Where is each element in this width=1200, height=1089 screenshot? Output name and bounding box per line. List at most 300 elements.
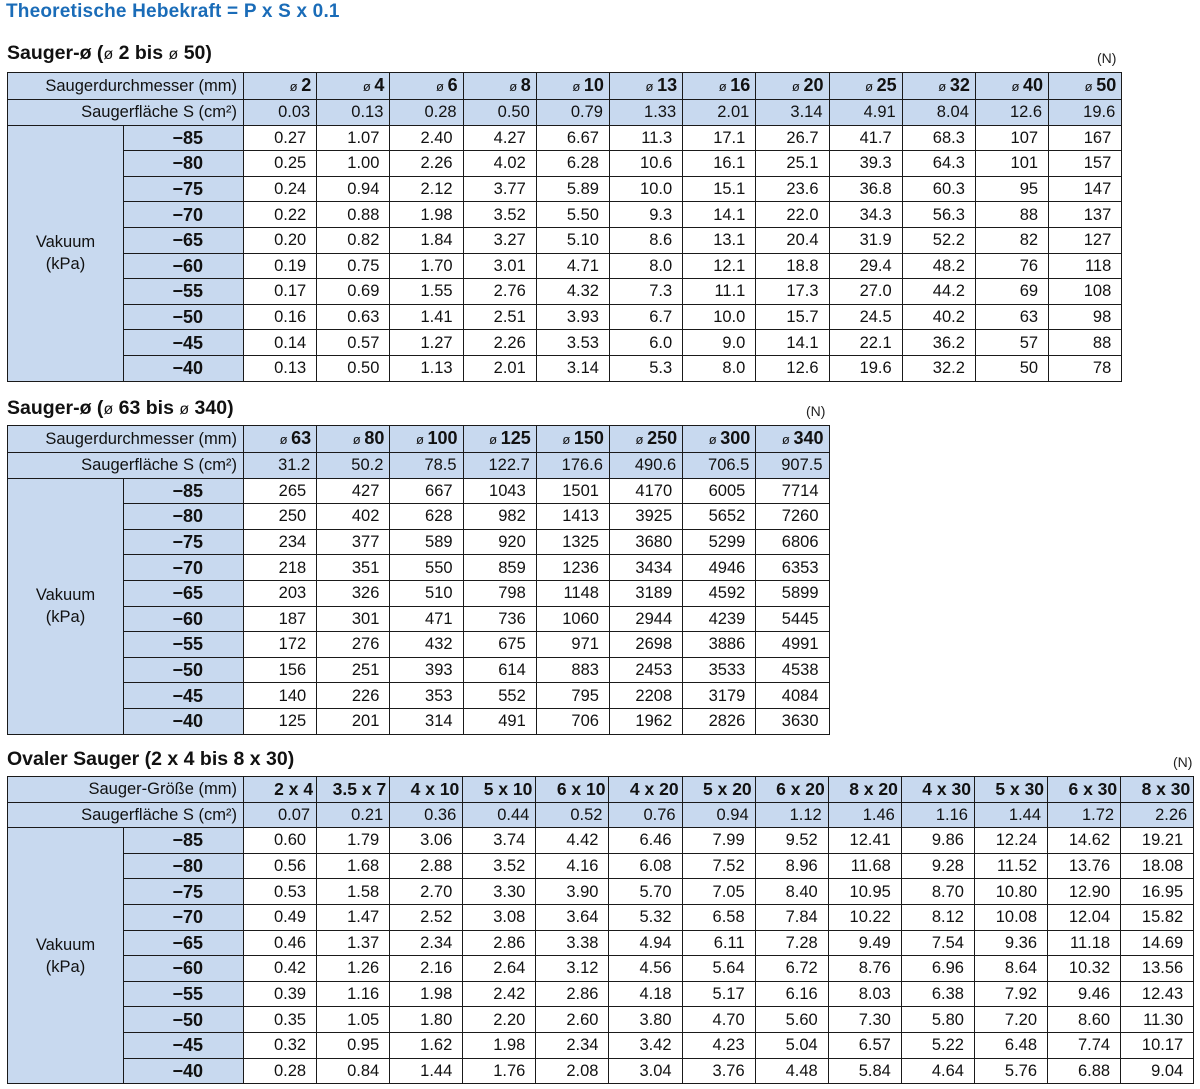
value-cell: 5.22 <box>901 1032 974 1058</box>
value-cell: 12.24 <box>974 828 1047 854</box>
value-cell: 2.08 <box>536 1058 609 1084</box>
pressure-cell: −40 <box>124 355 244 381</box>
pressure-cell: −80 <box>124 151 244 177</box>
value-cell: 11.30 <box>1121 1007 1194 1033</box>
value-cell: 8.70 <box>901 879 974 905</box>
value-cell: 1.79 <box>317 828 390 854</box>
value-cell: 9.46 <box>1048 981 1121 1007</box>
value-cell: 1.62 <box>390 1032 463 1058</box>
pressure-cell: −40 <box>124 708 244 734</box>
value-cell: 6.96 <box>901 956 974 982</box>
value-cell: 552 <box>463 683 536 709</box>
value-cell: 15.7 <box>756 304 829 330</box>
value-cell: 14.1 <box>683 202 756 228</box>
value-cell: 4084 <box>756 683 829 709</box>
value-cell: 11.52 <box>974 853 1047 879</box>
value-cell: 1501 <box>536 478 609 504</box>
unit-label: (N) <box>1097 50 1117 66</box>
table-row <box>8 304 1122 330</box>
size-header-row <box>8 777 1194 803</box>
value-cell: 314 <box>390 708 463 734</box>
value-cell: 326 <box>317 580 390 606</box>
pressure-cell: −80 <box>124 504 244 530</box>
size-number: 40 <box>1023 75 1044 95</box>
value-cell: 32.2 <box>902 355 975 381</box>
area-label: Saugerfläche S (cm²) <box>8 100 244 126</box>
value-cell: 127 <box>1049 227 1122 253</box>
value-cell: 24.5 <box>829 304 902 330</box>
size-number: 8 <box>520 75 531 95</box>
value-cell: 22.0 <box>756 202 829 228</box>
value-cell: 3.14 <box>536 355 609 381</box>
diameter-symbol: ø <box>436 79 444 94</box>
table-row <box>8 956 1194 982</box>
value-cell: 5.17 <box>682 981 755 1007</box>
value-cell: 883 <box>536 657 609 683</box>
value-cell: 40.2 <box>902 304 975 330</box>
value-cell: 3.53 <box>536 330 609 356</box>
table-row <box>8 125 1122 151</box>
value-cell: 98 <box>1049 304 1122 330</box>
diameter-symbol: ø <box>352 432 361 447</box>
diameter-symbol: ø <box>415 432 424 447</box>
value-cell: 736 <box>463 606 536 632</box>
value-cell: 5.70 <box>609 879 682 905</box>
size-number: 80 <box>364 428 385 448</box>
value-cell: 118 <box>1049 253 1122 279</box>
value-cell: 1148 <box>536 580 609 606</box>
pressure-cell: −75 <box>124 529 244 555</box>
diameter-symbol: ø <box>489 432 498 447</box>
table-row <box>8 555 830 581</box>
value-cell: 10.0 <box>609 176 682 202</box>
diameter-symbol: ø <box>103 401 114 418</box>
table-row <box>8 580 830 606</box>
value-cell: 4991 <box>756 632 829 658</box>
value-cell: 52.2 <box>902 227 975 253</box>
section-title-round-large <box>7 397 234 420</box>
table-row <box>8 708 830 734</box>
value-cell: 510 <box>390 580 463 606</box>
value-cell: 10.17 <box>1121 1032 1194 1058</box>
value-cell: 14.1 <box>756 330 829 356</box>
value-cell: 0.32 <box>244 1032 317 1058</box>
value-cell: 23.6 <box>756 176 829 202</box>
title-mid: 63 bis <box>113 397 180 419</box>
value-cell: 3.42 <box>609 1032 682 1058</box>
value-cell: 6.67 <box>536 125 609 151</box>
size-header-cell <box>902 73 975 100</box>
size-number: 16 <box>730 75 751 95</box>
value-cell: 19.6 <box>829 355 902 381</box>
value-cell: 6.88 <box>1048 1058 1121 1084</box>
value-cell: 0.53 <box>244 879 317 905</box>
value-cell: 3.06 <box>390 828 463 854</box>
value-cell: 50 <box>975 355 1048 381</box>
area-cell: 122.7 <box>463 453 536 479</box>
value-cell: 3434 <box>609 555 682 581</box>
value-cell: 68.3 <box>902 125 975 151</box>
value-cell: 550 <box>390 555 463 581</box>
value-cell: 125 <box>244 708 317 734</box>
value-cell: 4.23 <box>682 1032 755 1058</box>
value-cell: 0.46 <box>244 930 317 956</box>
value-cell: 859 <box>463 555 536 581</box>
value-cell: 56.3 <box>902 202 975 228</box>
area-cell: 1.44 <box>974 802 1047 828</box>
value-cell: 10.6 <box>609 151 682 177</box>
vacuum-unit: (kPa) <box>45 255 86 274</box>
size-header-cell <box>609 426 682 453</box>
size-number: 150 <box>573 428 604 448</box>
pressure-cell: −45 <box>124 683 244 709</box>
value-cell: 9.36 <box>974 930 1047 956</box>
value-cell: 2.60 <box>536 1007 609 1033</box>
pressure-cell: −50 <box>124 304 244 330</box>
value-cell: 5.10 <box>536 227 609 253</box>
value-cell: 218 <box>244 555 317 581</box>
area-row <box>8 100 1122 126</box>
size-header-cell <box>536 73 609 100</box>
value-cell: 7.92 <box>974 981 1047 1007</box>
value-cell: 276 <box>317 632 390 658</box>
value-cell: 5.84 <box>828 1058 901 1084</box>
value-cell: 377 <box>317 529 390 555</box>
value-cell: 2.86 <box>536 981 609 1007</box>
section-title-oval: Ovaler Sauger (2 x 4 bis 8 x 30) <box>7 748 295 770</box>
value-cell: 3189 <box>609 580 682 606</box>
area-label: Saugerfläche S (cm²) <box>8 802 244 828</box>
value-cell: 3.52 <box>463 853 536 879</box>
value-cell: 7.74 <box>1048 1032 1121 1058</box>
value-cell: 0.25 <box>244 151 317 177</box>
size-number: 100 <box>427 428 458 448</box>
value-cell: 2.26 <box>390 151 463 177</box>
pressure-cell: −85 <box>124 478 244 504</box>
value-cell: 3.76 <box>682 1058 755 1084</box>
value-cell: 41.7 <box>829 125 902 151</box>
vacuum-label: Vakuum <box>35 935 96 954</box>
table-row <box>8 632 830 658</box>
table-row <box>8 1058 1194 1084</box>
pressure-cell: −45 <box>124 330 244 356</box>
table-round-large <box>7 425 830 735</box>
value-cell: 0.63 <box>317 304 390 330</box>
diameter-symbol: ø <box>289 79 298 94</box>
value-cell: 5.50 <box>536 202 609 228</box>
value-cell: 4239 <box>683 606 756 632</box>
value-cell: 8.40 <box>755 879 828 905</box>
value-cell: 13.56 <box>1121 956 1194 982</box>
value-cell: 3.52 <box>463 202 536 228</box>
table-row <box>8 279 1122 305</box>
pressure-cell: −50 <box>124 1007 244 1033</box>
area-cell: 0.76 <box>609 802 682 828</box>
size-header-cell: 6 x 20 <box>755 777 828 803</box>
value-cell: 16.95 <box>1121 879 1194 905</box>
value-cell: 1.16 <box>317 981 390 1007</box>
size-number: 300 <box>720 428 751 448</box>
value-cell: 3886 <box>683 632 756 658</box>
diameter-symbol: ø <box>718 79 727 94</box>
diameter-symbol: ø <box>103 46 114 63</box>
diameter-symbol: ø <box>791 79 800 94</box>
size-header-cell <box>1049 73 1122 100</box>
value-cell: 2208 <box>609 683 682 709</box>
value-cell: 9.52 <box>755 828 828 854</box>
pressure-cell: −75 <box>124 176 244 202</box>
size-header-cell <box>244 426 317 453</box>
value-cell: 1962 <box>609 708 682 734</box>
value-cell: 1325 <box>536 529 609 555</box>
value-cell: 11.68 <box>828 853 901 879</box>
value-cell: 2.76 <box>463 279 536 305</box>
value-cell: 0.88 <box>317 202 390 228</box>
value-cell: 0.35 <box>244 1007 317 1033</box>
value-cell: 12.1 <box>683 253 756 279</box>
area-cell: 0.36 <box>390 802 463 828</box>
value-cell: 157 <box>1049 151 1122 177</box>
value-cell: 13.1 <box>683 227 756 253</box>
value-cell: 9.0 <box>683 330 756 356</box>
table-row <box>8 355 1122 381</box>
value-cell: 0.56 <box>244 853 317 879</box>
diameter-symbol: ø <box>362 79 371 94</box>
value-cell: 6.0 <box>609 330 682 356</box>
value-cell: 31.9 <box>829 227 902 253</box>
value-cell: 353 <box>390 683 463 709</box>
page-title: Theoretische Hebekraft = P x S x 0.1 <box>6 1 340 22</box>
value-cell: 471 <box>390 606 463 632</box>
value-cell: 3.12 <box>536 956 609 982</box>
value-cell: 8.96 <box>755 853 828 879</box>
value-cell: 9.49 <box>828 930 901 956</box>
value-cell: 0.16 <box>244 304 317 330</box>
value-cell: 0.60 <box>244 828 317 854</box>
value-cell: 706 <box>536 708 609 734</box>
area-cell: 4.91 <box>829 100 902 126</box>
size-header-cell: 8 x 30 <box>1121 777 1194 803</box>
pressure-cell: −55 <box>124 632 244 658</box>
value-cell: 137 <box>1049 202 1122 228</box>
pressure-cell: −55 <box>124 981 244 1007</box>
value-cell: 17.1 <box>683 125 756 151</box>
table-row <box>8 529 830 555</box>
vacuum-unit: (kPa) <box>45 608 86 627</box>
size-label: Saugerdurchmesser (mm) <box>8 426 244 453</box>
value-cell: 4.32 <box>536 279 609 305</box>
value-cell: 8.60 <box>1048 1007 1121 1033</box>
area-cell: 0.44 <box>463 802 536 828</box>
value-cell: 0.28 <box>244 1058 317 1084</box>
section-title-round-small <box>7 42 212 65</box>
value-cell: 1.68 <box>317 853 390 879</box>
value-cell: 0.69 <box>317 279 390 305</box>
area-cell: 2.26 <box>1121 802 1194 828</box>
table-row <box>8 330 1122 356</box>
size-header-cell <box>317 426 390 453</box>
value-cell: 1.05 <box>317 1007 390 1033</box>
value-cell: 6.38 <box>901 981 974 1007</box>
diameter-symbol: ø <box>509 79 518 94</box>
table-oval <box>7 776 1194 1084</box>
area-cell: 907.5 <box>756 453 829 479</box>
value-cell: 1.47 <box>317 904 390 930</box>
value-cell: 187 <box>244 606 317 632</box>
title-suffix: 340) <box>189 397 234 419</box>
value-cell: 76 <box>975 253 1048 279</box>
value-cell: 3.08 <box>463 904 536 930</box>
value-cell: 0.84 <box>317 1058 390 1084</box>
pressure-cell: −65 <box>124 580 244 606</box>
value-cell: 18.08 <box>1121 853 1194 879</box>
size-header-cell: 6 x 30 <box>1048 777 1121 803</box>
value-cell: 5652 <box>683 504 756 530</box>
value-cell: 6.28 <box>536 151 609 177</box>
value-cell: 3.27 <box>463 227 536 253</box>
value-cell: 8.6 <box>609 227 682 253</box>
size-header-cell: 5 x 20 <box>682 777 755 803</box>
value-cell: 1.26 <box>317 956 390 982</box>
value-cell: 88 <box>1049 330 1122 356</box>
size-number: 2 <box>301 75 312 95</box>
value-cell: 10.95 <box>828 879 901 905</box>
table-round-small <box>7 72 1122 382</box>
table-row <box>8 176 1122 202</box>
pressure-cell: −70 <box>124 555 244 581</box>
area-cell: 0.21 <box>317 802 390 828</box>
value-cell: 36.2 <box>902 330 975 356</box>
diameter-symbol: ø <box>1084 79 1093 94</box>
vacuum-label: Vakuum <box>35 586 96 605</box>
value-cell: 0.17 <box>244 279 317 305</box>
value-cell: 11.3 <box>609 125 682 151</box>
size-number: 10 <box>583 75 604 95</box>
value-cell: 12.41 <box>828 828 901 854</box>
value-cell: 1.27 <box>390 330 463 356</box>
diameter-symbol: ø <box>1011 79 1020 94</box>
value-cell: 6.46 <box>609 828 682 854</box>
value-cell: 1.98 <box>390 981 463 1007</box>
value-cell: 2.16 <box>390 956 463 982</box>
pressure-cell: −60 <box>124 606 244 632</box>
title-prefix: Sauger-ø ( <box>7 397 104 419</box>
value-cell: 265 <box>244 478 317 504</box>
pressure-cell: −60 <box>124 956 244 982</box>
value-cell: 5.32 <box>609 904 682 930</box>
value-cell: 4.42 <box>536 828 609 854</box>
value-cell: 1.00 <box>317 151 390 177</box>
size-number: 63 <box>291 428 312 448</box>
value-cell: 107 <box>975 125 1048 151</box>
pressure-cell: −75 <box>124 879 244 905</box>
value-cell: 6353 <box>756 555 829 581</box>
value-cell: 7714 <box>756 478 829 504</box>
value-cell: 250 <box>244 504 317 530</box>
value-cell: 1.55 <box>390 279 463 305</box>
value-cell: 0.24 <box>244 176 317 202</box>
value-cell: 69 <box>975 279 1048 305</box>
table-row <box>8 606 830 632</box>
value-cell: 19.21 <box>1121 828 1194 854</box>
value-cell: 57 <box>975 330 1048 356</box>
size-number: 340 <box>793 428 824 448</box>
value-cell: 3680 <box>609 529 682 555</box>
value-cell: 226 <box>317 683 390 709</box>
vacuum-label-cell <box>8 478 124 734</box>
size-number: 20 <box>803 75 824 95</box>
pressure-cell: −70 <box>124 202 244 228</box>
value-cell: 5.60 <box>755 1007 828 1033</box>
table-row <box>8 1007 1194 1033</box>
value-cell: 5.04 <box>755 1032 828 1058</box>
value-cell: 3.04 <box>609 1058 682 1084</box>
value-cell: 14.62 <box>1048 828 1121 854</box>
table-row <box>8 904 1194 930</box>
value-cell: 798 <box>463 580 536 606</box>
value-cell: 7.54 <box>901 930 974 956</box>
pressure-cell: −85 <box>124 828 244 854</box>
value-cell: 1.98 <box>463 1032 536 1058</box>
value-cell: 7260 <box>756 504 829 530</box>
value-cell: 2944 <box>609 606 682 632</box>
size-header-cell: 4 x 30 <box>901 777 974 803</box>
value-cell: 4.94 <box>609 930 682 956</box>
value-cell: 667 <box>390 478 463 504</box>
value-cell: 4592 <box>683 580 756 606</box>
value-cell: 0.27 <box>244 125 317 151</box>
value-cell: 7.30 <box>828 1007 901 1033</box>
value-cell: 432 <box>390 632 463 658</box>
value-cell: 1.37 <box>317 930 390 956</box>
value-cell: 1413 <box>536 504 609 530</box>
value-cell: 7.20 <box>974 1007 1047 1033</box>
pressure-cell: −85 <box>124 125 244 151</box>
size-header-cell <box>463 73 536 100</box>
value-cell: 4.18 <box>609 981 682 1007</box>
value-cell: 427 <box>317 478 390 504</box>
value-cell: 491 <box>463 708 536 734</box>
size-header-cell: 6 x 10 <box>536 777 609 803</box>
value-cell: 971 <box>536 632 609 658</box>
value-cell: 234 <box>244 529 317 555</box>
value-cell: 4.71 <box>536 253 609 279</box>
diameter-symbol: ø <box>279 432 288 447</box>
value-cell: 0.82 <box>317 227 390 253</box>
size-header-cell <box>756 426 829 453</box>
value-cell: 95 <box>975 176 1048 202</box>
value-cell: 7.3 <box>609 279 682 305</box>
title-suffix: 50) <box>178 42 212 64</box>
value-cell: 1.44 <box>390 1058 463 1084</box>
value-cell: 172 <box>244 632 317 658</box>
value-cell: 167 <box>1049 125 1122 151</box>
area-cell: 31.2 <box>244 453 317 479</box>
table-row <box>8 253 1122 279</box>
value-cell: 1.13 <box>390 355 463 381</box>
size-label: Saugerdurchmesser (mm) <box>8 73 244 100</box>
size-number: 250 <box>647 428 678 448</box>
value-cell: 140 <box>244 683 317 709</box>
value-cell: 1.41 <box>390 304 463 330</box>
value-cell: 2.51 <box>463 304 536 330</box>
value-cell: 6.08 <box>609 853 682 879</box>
vacuum-label: Vakuum <box>35 233 96 252</box>
value-cell: 18.8 <box>756 253 829 279</box>
value-cell: 589 <box>390 529 463 555</box>
value-cell: 1.07 <box>317 125 390 151</box>
title-prefix: Sauger-ø ( <box>7 42 104 64</box>
